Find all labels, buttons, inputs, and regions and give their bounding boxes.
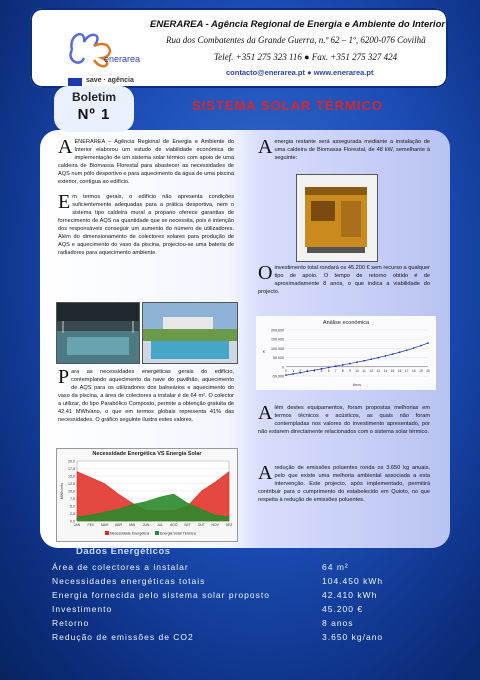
x-tick-label: 6	[327, 368, 330, 373]
data-point	[335, 365, 337, 367]
enerarea-logo	[64, 20, 141, 74]
dropcap: A	[58, 136, 73, 158]
right-column-bottom	[258, 464, 430, 524]
data-point	[370, 358, 372, 360]
x-tick-label: 7	[334, 368, 337, 373]
x-tick-label: FEV	[87, 523, 95, 527]
data-point	[292, 373, 294, 375]
x-tick-label: 11	[362, 368, 366, 373]
paragraph: energia restante será assegurada mediante a instalação de uma caldeira de Biomassa Florestal, de 48 kW, semelhante à seguinte:	[274, 139, 430, 161]
x-tick-label: OUT	[197, 523, 205, 527]
data-point	[285, 374, 287, 376]
data-point	[363, 360, 365, 362]
x-tick-label: MAR	[100, 523, 109, 527]
data-point	[349, 363, 351, 365]
data-point	[385, 355, 387, 357]
chart-title: Análise económica	[322, 320, 370, 326]
summary-title: Dados Energéticos	[76, 546, 171, 557]
summary-label: Necessidades energéticas totais	[52, 576, 206, 586]
x-tick-label: 12	[369, 368, 373, 373]
summary-value: 64 m²	[322, 562, 349, 572]
summary-value: 104.450 kWh	[322, 576, 384, 586]
x-tick-label: 18	[412, 368, 416, 373]
x-tick-label: MAI	[129, 523, 136, 527]
summary-label: Retorno	[52, 618, 90, 628]
bulletin-badge	[54, 86, 134, 132]
pool-photo	[142, 302, 238, 364]
x-tick-label: 14	[383, 368, 388, 373]
x-tick-label: 20	[426, 368, 430, 373]
x-tick-label: 1	[292, 368, 294, 373]
legend-entry: Necessidade Energética	[110, 531, 149, 536]
x-tick-label: 15	[390, 368, 395, 373]
x-tick-label: 17	[404, 368, 409, 373]
data-point	[342, 364, 344, 366]
data-point	[413, 347, 415, 349]
summary-label: Investimento	[52, 604, 113, 614]
data-point	[399, 351, 401, 353]
dropcap: P	[58, 366, 70, 388]
boiler-photo	[296, 174, 378, 262]
agency-title: ENERAREA - Agência Regional de Energia e Ambiente do Interior	[150, 19, 446, 30]
pavilion-photo	[56, 302, 140, 364]
y-tick-label: 100.000	[271, 346, 284, 351]
y-tick-label: 0	[282, 365, 284, 370]
x-tick-label: 0	[285, 368, 287, 373]
y-tick-label: -50.000	[271, 374, 284, 379]
y-tick-label: 17,5	[68, 467, 75, 471]
left-column-bottom	[58, 368, 234, 440]
x-tick-label: 19	[419, 368, 423, 373]
summary-label: Redução de emissões de CO2	[52, 632, 194, 642]
summary-value: 3.650 kg/ano	[322, 632, 384, 642]
x-tick-label: ABR	[114, 523, 122, 527]
agency-phone: Telef. +351 275 323 116 ● Fax. +351 275 327 424	[214, 52, 398, 62]
dropcap: A	[258, 462, 273, 484]
save-logo: save · agência	[86, 77, 134, 84]
summary-value: 42.410 kWh	[322, 590, 378, 600]
y-tick-label: 5,0	[70, 504, 75, 509]
header	[30, 8, 448, 88]
energy-chart-svg	[57, 449, 237, 541]
dropcap: A	[258, 136, 273, 158]
paragraph: m termos gerais, o edifício não apresenta condições suficientemente adequadas para a prática desportiva, nem o sistema tipo caldeira mural a propano oferece garantias de fornecimento de AQS na quantidade que se necessita, pois é intenção dos responsáveis conseguir um aumento do número de utilizadores. Além do dimensionamento de colectores solares para produção de AQS e aquecimento do vaso da piscina, projectou-se uma bateria de radiadores para aquecimento ambiente.	[58, 194, 234, 256]
x-tick-label: JUN	[142, 523, 150, 527]
data-point	[420, 345, 422, 347]
summary-label: Energia fornecida pelo sistema solar proposto	[52, 590, 270, 600]
bulletin-number: Nº 1	[77, 106, 111, 123]
x-tick-label: DEZ	[225, 523, 233, 527]
x-tick-label: 10	[355, 368, 359, 373]
x-tick-label: 2	[299, 368, 302, 373]
y-axis-label: €	[263, 350, 265, 354]
left-column-top	[58, 138, 234, 298]
dropcap: O	[258, 262, 273, 284]
paragraph: lém destes equipamentos, foram propostas melhorias em termos técnicos e acústicos, as quais não foram contempladas nos valores do investimento apresentado, por não estarem directamente relacionados com o sistema solar térmico.	[258, 405, 430, 435]
x-tick-label: 5	[320, 368, 323, 373]
x-tick-label: AGO	[169, 523, 178, 527]
x-tick-label: JUL	[156, 523, 163, 527]
x-tick-label: 4	[313, 368, 316, 373]
y-tick-label: 12,5	[68, 482, 75, 486]
legend-swatch	[155, 531, 159, 535]
right-column-top	[258, 138, 430, 172]
data-point	[377, 357, 379, 359]
data-point	[356, 361, 358, 363]
paragraph: ENERAREA – Agência Regional de Energia e Ambiente do Interior elaborou um estudo de viabilidade económica de implementação de um sistema solar térmico com apoio de uma caldeira de Biomassa Florestal para abastecer as necessidades de AQS num pólo desportivo e para aquecimento da água de uma piscina exterior, contígua ao edifício.	[58, 139, 234, 185]
x-tick-label: SET	[184, 523, 191, 527]
x-tick-label: 16	[397, 368, 402, 373]
svg-text:enerarea: enerarea	[104, 54, 141, 64]
y-tick-label: 10,0	[68, 489, 75, 494]
data-point	[392, 353, 394, 355]
agency-contact[interactable]: contacto@enerarea.pt ● www.enerarea.pt	[226, 68, 374, 77]
paragraph: ara as necessidades energéticas gerais do edifício, contemplando aquecimento da nave do pavilhão, aquecimento de AQS para os utilizadores dos balneários e aquecimento do vaso da piscina, a área de colectores a instalar é de 64 m². O colector a utilizar, do tipo Parabólico Composto, permite a obtenção gratuita de 42,41 MWh/ano, o que em termos globais representa 41% das necessidades. O gráfico seguinte ilustra estes valores.	[58, 369, 234, 423]
y-tick-label: 50.000	[273, 356, 284, 361]
dropcap: A	[258, 402, 273, 424]
energy-chart	[56, 448, 238, 542]
y-tick-label: 7,5	[70, 497, 75, 501]
right-column-mid	[258, 264, 430, 308]
y-tick-label: 2,5	[70, 512, 75, 516]
data-point	[406, 349, 408, 351]
dropcap: E	[58, 191, 71, 213]
x-tick-label: 13	[376, 368, 381, 373]
economic-chart-svg	[256, 316, 436, 390]
y-tick-label: 15,0	[68, 474, 75, 479]
data-point	[427, 342, 429, 344]
x-tick-label: JAN	[73, 523, 81, 527]
y-tick-label: 20,0	[68, 459, 75, 464]
y-tick-label: 200.000	[271, 328, 284, 333]
bulletin-label: Boletim	[71, 90, 116, 104]
economic-chart	[256, 316, 436, 390]
summary-value: 8 anos	[322, 618, 354, 628]
x-axis-label: Anos	[352, 383, 362, 387]
y-tick-label: 0,0	[70, 519, 75, 524]
x-tick-label: 3	[306, 368, 309, 373]
summary-value: 45.200 €	[322, 604, 364, 614]
legend-swatch	[105, 531, 109, 535]
page-title: SISTEMA SOLAR TÉRMICO	[192, 98, 383, 113]
y-tick-label: 150.000	[271, 337, 284, 342]
paragraph: investimento total rondará os 45.200 € sem recurso a qualquer tipo de apoio. O tempo de retorno obtido é de aproximadamente 8 anos, o que indica a viabilidade do projecto.	[258, 265, 430, 295]
y-axis-label: MWh/mês	[60, 482, 64, 500]
energy-summary	[52, 538, 444, 656]
paragraph: redução de emissões poluentes ronda os 3.650 kg anuais, pelo que existe uma melhoria ambiental associada a esta intervenção. Este projecto, após implementado, permitirá contribuir para o cumprimento do estabelecido em Quioto, no que respeita à redução de emissões poluentes.	[258, 465, 430, 503]
x-tick-label: 9	[349, 368, 351, 373]
x-tick-label: NOV	[211, 523, 219, 527]
right-column-lower	[258, 404, 430, 458]
chart-title: Necessidade Energética VS Energia Solar	[92, 451, 202, 457]
summary-label: Área de colectores a instalar	[52, 562, 189, 572]
legend-entry: Energia Solar Térmica	[160, 531, 196, 536]
agency-address: Rua dos Combatentes da Grande Guerra, n.º 62 – 1º, 6200-076 Covilhã	[166, 35, 426, 45]
x-tick-label: 8	[341, 368, 344, 373]
